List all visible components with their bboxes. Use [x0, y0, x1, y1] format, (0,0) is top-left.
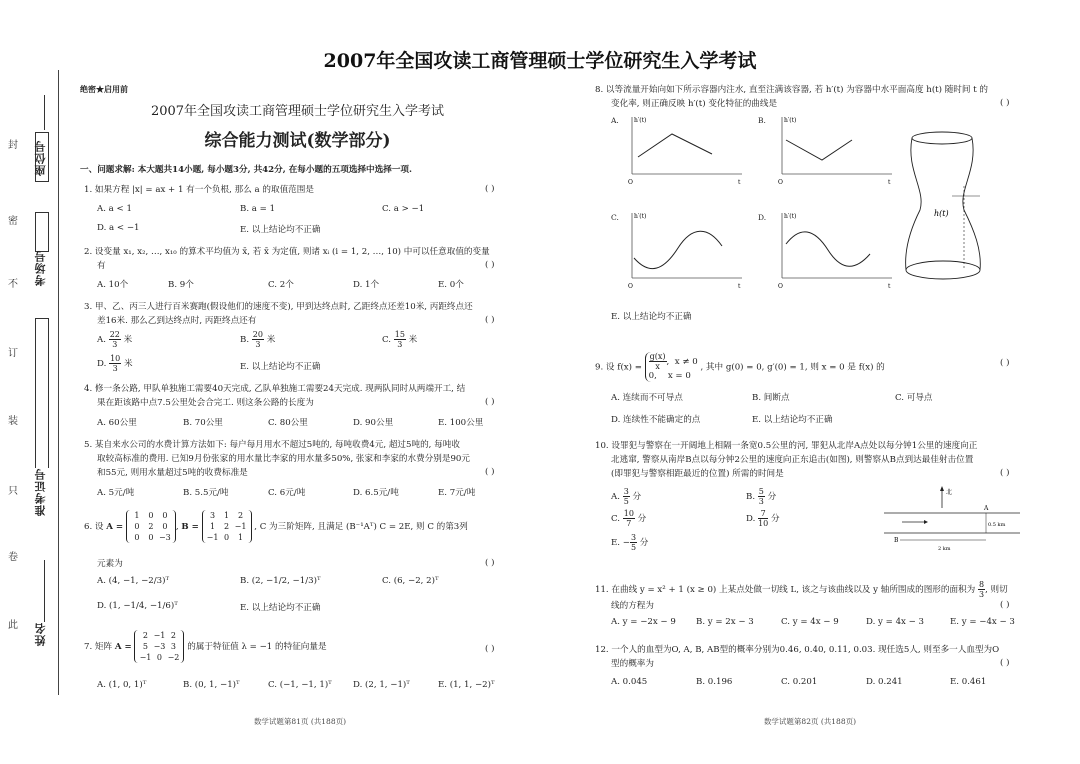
graph-d — [770, 208, 900, 293]
page-footer-left: 数学试题第81页 (共188页) — [253, 717, 347, 726]
instructions: 一、问题求解: 本大题共14小题, 每小题3分, 共42分, 在每小题的五项选择中选择一项. — [80, 165, 413, 175]
q1-option-e: E. 以上结论均不正确 — [240, 225, 321, 235]
curve-d — [786, 232, 870, 266]
question-2-stem-cont: 有 — [97, 261, 106, 271]
graph-b — [770, 112, 900, 192]
fraction: $\frac{8}{3}$ — [979, 580, 985, 599]
question-8-stem-cont: 变化率, 则正确反映 h′(t) 变化特征的曲线是 — [611, 99, 778, 109]
q6-option-c: C. (6, −2, 2)ᵀ — [382, 576, 439, 586]
q4-option-b: B. 70公里 — [183, 418, 223, 428]
river-diagram — [880, 484, 1025, 554]
q3-option-d: D. $\frac{10}{3}$ 米 — [97, 354, 133, 373]
axis-y-label: h′(t) — [784, 117, 797, 124]
q9-option-d: D. 连续性不能确定的点 — [611, 415, 701, 425]
q7-option-e: E. (1, 1, −2)ᵀ — [438, 680, 495, 690]
q11-option-a: A. y = −2x − 9 — [611, 617, 676, 627]
t-axis-label: t — [738, 283, 741, 290]
q6-option-d: D. (1, −1/4, −1/6)ᵀ — [97, 601, 178, 611]
axis-y-label: h′(t) — [634, 213, 647, 220]
binding-char: 不 — [8, 279, 18, 290]
q12-option-d: D. 0.241 — [866, 677, 903, 687]
q10-option-c: C. $\frac{10}{7}$ 分 — [611, 509, 647, 528]
q2-option-c: C. 2个 — [268, 280, 294, 290]
north-label: 北 — [946, 489, 953, 496]
q3-option-a: A. $\frac{22}{3}$ 米 — [97, 330, 133, 349]
q1-option-b: B. a = 1 — [240, 204, 276, 214]
answer-paren: ( ) — [1000, 98, 1010, 108]
q2-option-b: B. 9个 — [168, 280, 194, 290]
q3-option-c: C. $\frac{15}{3}$ 米 — [382, 330, 418, 349]
q11-option-e: E. y = −4x − 3 — [950, 617, 1015, 627]
binding-char: 装 — [8, 416, 18, 427]
q4-option-e: E. 100公里 — [438, 418, 484, 428]
t-axis-label: t — [888, 179, 891, 186]
binding-char: 密 — [8, 216, 18, 227]
page-footer-right: 数学试题第82页 (共188页) — [763, 717, 857, 726]
question-6-stem: 6. 设 A = 1 0 0 0 2 0 0 0 −3 , B = 3 1 2 1 2 −1 −1 0 1 , C 为三阶矩阵, 且满足 (B⁻¹Aᵀ) C = 2E, 则 C 的第3列 — [84, 511, 468, 542]
graph-c — [620, 208, 750, 293]
q4-option-a: A. 60公里 — [97, 418, 137, 428]
graph-c-label: C. — [611, 213, 619, 222]
q1-option-d: D. a < −1 — [97, 223, 140, 233]
fraction: $\frac{3}{5}$ — [630, 533, 637, 552]
vessel-height-label: h(t) — [934, 209, 949, 218]
q5-option-c: C. 6元/吨 — [268, 488, 306, 498]
exam-main-title: 2007年全国攻读工商管理硕士学位研究生入学考试 — [323, 50, 757, 72]
binding-char: 封 — [8, 140, 18, 151]
section-title: 综合能力测试(数学部分) — [204, 131, 391, 151]
graph-b-label: B. — [758, 116, 766, 125]
origin-label: O — [628, 179, 633, 186]
matrix-a: 1 0 0 0 2 0 0 0 −3 — [126, 510, 176, 543]
q7-option-d: D. (2, 1, −1)ᵀ — [353, 680, 410, 690]
q7-option-a: A. (1, 0, 1)ᵀ — [97, 680, 147, 690]
name-label: 姓名 — [34, 622, 47, 646]
q12-option-b: B. 0.196 — [696, 677, 733, 687]
question-6-stem-cont: 元素为 — [97, 559, 123, 569]
question-5-stem-cont2: 和55元, 则用水量超过5吨的收费标准是 — [97, 468, 248, 478]
binding-line — [58, 70, 59, 695]
question-7-stem: 7. 矩阵 A = 2 −1 2 5 −3 3 −1 0 −2 的属于特征值 λ = −1 的特征向量是 — [84, 631, 327, 662]
curve-b — [786, 140, 852, 160]
question-4-stem-cont: 果在距该路中点7.5公里处会合完工. 则这条公路的长度为 — [97, 398, 314, 408]
q10-option-a: A. $\frac{3}{5}$ 分 — [611, 487, 642, 506]
answer-paren: ( ) — [485, 644, 495, 654]
question-10-stem-cont2: (即罪犯与警察相距最近的位置) 所需的时间是 — [611, 469, 784, 479]
q11-option-b: B. y = 2x − 3 — [696, 617, 754, 627]
q12-option-e: E. 0.461 — [950, 677, 987, 687]
exam-subtitle: 2007年全国攻读工商管理硕士学位研究生入学考试 — [150, 104, 445, 119]
q11-option-c: C. y = 4x − 9 — [781, 617, 839, 627]
q10-option-e: E. − $\frac{3}{5}$ 分 — [611, 533, 649, 552]
answer-paren: ( ) — [485, 397, 495, 407]
q5-option-e: E. 7元/吨 — [438, 488, 476, 498]
q10-option-d: D. $\frac{7}{10}$ 分 — [746, 509, 780, 528]
fraction: $\frac{20}{3}$ — [252, 330, 263, 349]
question-11-stem-cont: 线的方程为 — [611, 601, 654, 611]
binding-rule — [44, 95, 45, 130]
answer-paren: ( ) — [485, 467, 495, 477]
answer-paren: ( ) — [485, 184, 495, 194]
q5-option-a: A. 5元/吨 — [97, 488, 135, 498]
fraction: $\frac{10}{7}$ — [623, 509, 634, 528]
answer-paren: ( ) — [1000, 600, 1010, 610]
q7-option-b: B. (0, 1, −1)ᵀ — [183, 680, 240, 690]
question-10-stem-cont: 北逃窜, 警察从南岸B点以每分钟2公里的速度向正东追击(如图), 则警察从B点到达最佳射击位置 — [611, 455, 974, 465]
q9-option-a: A. 连续而不可导点 — [611, 393, 683, 403]
confidential-mark: 绝密★启用前 — [80, 84, 128, 94]
question-2-stem: 2. 设变量 x₁, x₂, …, x₁₀ 的算术平均值为 x̄, 若 x̄ 为定值, 则诸 xᵢ (i = 1, 2, …, 10) 中可以任意取值的变量 — [84, 247, 490, 257]
name-rule[interactable] — [44, 560, 45, 622]
q1-option-a: A. a < 1 — [97, 204, 132, 214]
question-5-stem-cont: 取较高标准的费用. 已知9月份张家的用水量比李家的用水量多50%, 张家和李家的水费分别是90元 — [97, 454, 470, 464]
binding-char: 只 — [8, 486, 18, 497]
origin-label: O — [778, 283, 783, 290]
q12-option-a: A. 0.045 — [611, 677, 648, 687]
q11-option-d: D. y = 4x − 3 — [866, 617, 925, 627]
answer-paren: ( ) — [1000, 358, 1010, 368]
origin-label: O — [628, 283, 633, 290]
q3-option-b: B. $\frac{20}{3}$ 米 — [240, 330, 276, 349]
fraction: $\frac{22}{3}$ — [109, 330, 120, 349]
question-3-stem-cont: 差16米. 那么乙到达终点时, 丙距终点还有 — [97, 316, 257, 326]
question-12-stem-cont: 型的概率为 — [611, 659, 654, 669]
q6-option-e: E. 以上结论均不正确 — [240, 603, 321, 613]
river-width-label: 0.5 km — [988, 522, 1006, 528]
matrix-a: 2 −1 2 5 −3 3 −1 0 −2 — [134, 630, 184, 663]
q5-option-b: B. 5.5元/吨 — [183, 488, 229, 498]
q4-option-c: C. 80公里 — [268, 418, 308, 428]
vessel-diagram — [900, 120, 1000, 290]
distance-label: 2 km — [938, 546, 951, 552]
q6-option-a: A. (4, −1, −2/3)ᵀ — [97, 576, 170, 586]
curve-a — [638, 134, 712, 157]
t-axis-label: t — [888, 283, 891, 290]
question-1-stem: 1. 如果方程 |x| = ax + 1 有一个负根, 那么 a 的取值范围是 — [84, 185, 314, 195]
question-12-stem: 12. 一个人的血型为O, A, B, AB型的概率分别为0.46, 0.40, 0.11, 0.03. 现任选5人, 则至多一人血型为O — [595, 645, 1000, 655]
origin-label: O — [778, 179, 783, 186]
admission-ticket-label: 准考证号 — [34, 468, 47, 516]
question-4-stem: 4. 修一条公路, 甲队单独施工需要40天完成, 乙队单独施工需要24天完成. 现两队同时从两端开工, 结 — [84, 384, 466, 394]
answer-paren: ( ) — [485, 260, 495, 270]
matrix-b: 3 1 2 1 2 −1 −1 0 1 — [202, 510, 252, 543]
q5-option-d: D. 6.5元/吨 — [353, 488, 399, 498]
point-a-label: A — [984, 505, 989, 512]
question-5-stem: 5. 某自来水公司的水费计算方法如下: 每户每月用水不超过5吨的, 每吨收费4元, 超过5吨的, 每吨收 — [84, 440, 460, 450]
fraction: $\frac{15}{3}$ — [394, 330, 405, 349]
question-8-stem: 8. 以等流量开始向如下所示容器内注水, 直至注满该容器, 若 h′(t) 为容器中水平面高度 h(t) 随时间 t 的 — [595, 85, 989, 95]
q9-option-b: B. 间断点 — [752, 393, 790, 403]
question-3-stem: 3. 甲、乙、丙三人进行百米赛跑(假设他们的速度不变), 甲到达终点时, 乙距终点还差10米, 丙距终点还 — [84, 302, 473, 312]
point-b-label: B — [894, 537, 899, 544]
answer-paren: ( ) — [485, 558, 495, 568]
room-number-box[interactable] — [35, 212, 49, 252]
q2-option-d: D. 1个 — [353, 280, 380, 290]
curve-c — [634, 231, 722, 268]
binding-char: 订 — [8, 348, 18, 359]
q3-option-e: E. 以上结论均不正确 — [240, 362, 321, 372]
question-9-stem: 9. 设 f(x) = $\frac{g(x)}{x}$ , x ≠ 0 0, x = 0 , 其中 g(0) = 0, g′(0) = 1, 则 x = 0 是 f(x) 的 — [595, 352, 885, 381]
q10-option-b: B. $\frac{5}{3}$ 分 — [746, 487, 777, 506]
q1-option-c: C. a > −1 — [382, 204, 425, 214]
fraction: $\frac{g(x)}{x}$ — [649, 352, 666, 371]
graph-d-label: D. — [758, 213, 767, 222]
q2-option-e: E. 0个 — [438, 280, 464, 290]
graph-a — [620, 112, 750, 192]
q2-option-a: A. 10个 — [97, 280, 129, 290]
axis-y-label: h′(t) — [784, 213, 797, 220]
answer-paren: ( ) — [1000, 468, 1010, 478]
q9-option-e: E. 以上结论均不正确 — [752, 415, 833, 425]
q12-option-c: C. 0.201 — [781, 677, 818, 687]
fraction: $\frac{7}{10}$ — [758, 509, 769, 528]
answer-paren: ( ) — [485, 315, 495, 325]
q8-option-e: E. 以上结论均不正确 — [611, 312, 692, 322]
fraction: $\frac{10}{3}$ — [110, 354, 121, 373]
q9-option-c: C. 可导点 — [895, 393, 933, 403]
question-11-stem: 11. 在曲线 y = x² + 1 (x ≥ 0) 上某点处做一切线 L, 该之与该曲线以及 y 轴所围成的图形的面积为 $\frac{8}{3}$ , 则切 — [595, 580, 1008, 599]
answer-paren: ( ) — [1000, 658, 1010, 668]
t-axis-label: t — [738, 179, 741, 186]
seat-number-label: 座位号 — [34, 140, 47, 176]
q7-option-c: C. (−1, −1, 1)ᵀ — [268, 680, 332, 690]
fraction: $\frac{5}{3}$ — [758, 487, 764, 506]
piecewise-function: $\frac{g(x)}{x}$ , x ≠ 0 0, x = 0 — [645, 352, 698, 382]
q6-option-b: B. (2, −1/2, −1/3)ᵀ — [240, 576, 321, 586]
room-number-label: 考场号 — [34, 250, 47, 286]
axis-y-label: h′(t) — [634, 117, 647, 124]
question-10-stem: 10. 设罪犯与警察在一开阔地上相隔一条宽0.5公里的河, 罪犯从北岸A点处以每分钟1公里的速度向正 — [595, 441, 978, 451]
graph-a-label: A. — [611, 116, 619, 125]
fraction: $\frac{3}{5}$ — [623, 487, 629, 506]
binding-char: 卷 — [8, 552, 18, 563]
binding-char: 此 — [8, 620, 18, 631]
q4-option-d: D. 90公里 — [353, 418, 394, 428]
